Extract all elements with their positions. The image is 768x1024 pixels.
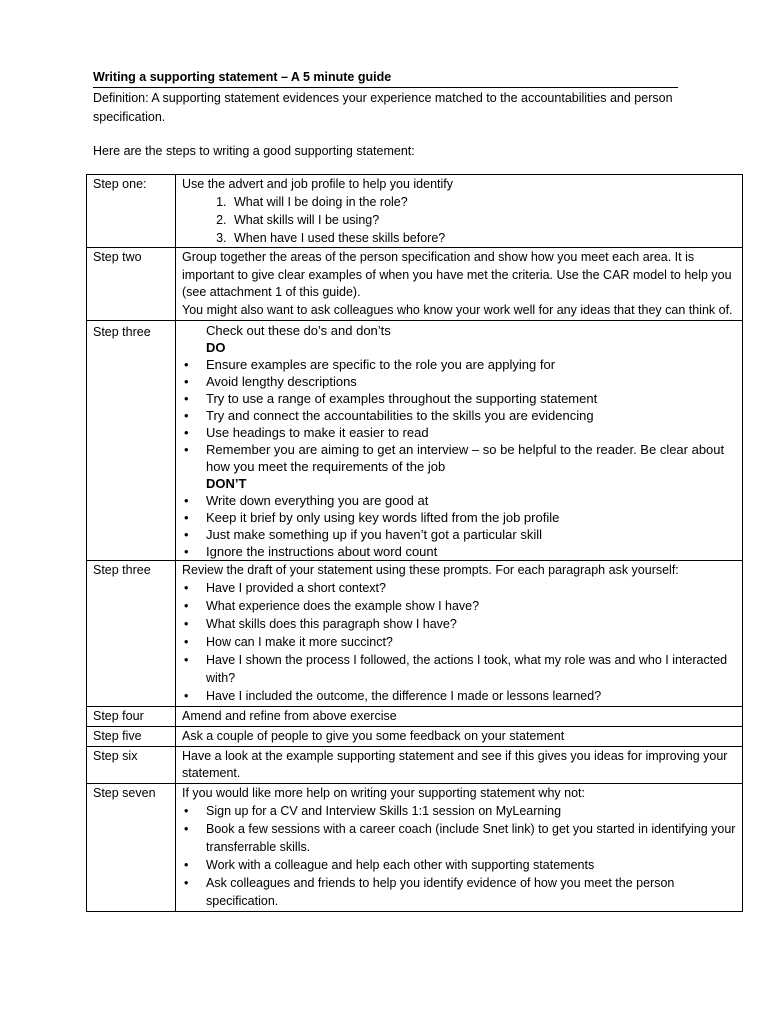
list-item: • Ensure examples are specific to the role you are applying for xyxy=(206,356,736,373)
do-heading: DO xyxy=(206,340,226,355)
list-item: 2. What skills will I be using? xyxy=(230,211,736,229)
step-content xyxy=(176,321,743,561)
list-item: • Ignore the instructions about word count xyxy=(206,543,736,560)
bullet-list xyxy=(182,802,736,910)
list-item: • What experience does the example show I have? xyxy=(206,597,736,615)
list-item: • Avoid lengthy descriptions xyxy=(206,373,736,390)
dont-heading: DON’T xyxy=(206,476,247,491)
list-item: • What skills does this paragraph show I have? xyxy=(206,615,736,633)
step-content: Amend and refine from above exercise xyxy=(176,707,743,727)
step-label: Step six xyxy=(87,747,176,784)
step-label: Step one: xyxy=(87,175,176,248)
list-item: • Work with a colleague and help each other with supporting statements xyxy=(206,856,736,874)
step-text: Review the draft of your statement using these prompts. For each paragraph ask yourself: xyxy=(182,563,679,577)
table-row xyxy=(87,561,743,707)
table-row xyxy=(87,784,743,912)
list-item: • Ask colleagues and friends to help you identify evidence of how you meet the person specification. xyxy=(206,874,736,910)
list-item: • Try to use a range of examples throughout the supporting statement xyxy=(206,390,736,407)
table-row xyxy=(87,248,743,321)
definition-text: Definition: A supporting statement evidences your experience matched to the accountabilities and person specification. xyxy=(93,91,673,124)
table-row xyxy=(87,747,743,784)
list-item: • Have I shown the process I followed, the actions I took, what my role was and who I interacted with? xyxy=(206,651,736,687)
list-item: • Use headings to make it easier to read xyxy=(206,424,736,441)
step-label: Step five xyxy=(87,727,176,747)
list-item: • How can I make it more succinct? xyxy=(206,633,736,651)
list-item: • Try and connect the accountabilities to the skills you are evidencing xyxy=(206,407,736,424)
steps-table xyxy=(86,174,743,912)
step-label: Step two xyxy=(87,248,176,321)
list-item: • Have I provided a short context? xyxy=(206,579,736,597)
step-label: Step four xyxy=(87,707,176,727)
step-content xyxy=(176,561,743,707)
step-label: Step seven xyxy=(87,784,176,912)
step-content xyxy=(176,784,743,912)
list-item: • Have I included the outcome, the difference I made or lessons learned? xyxy=(206,687,736,705)
intro-text: Here are the steps to writing a good supporting statement: xyxy=(93,144,415,158)
bullet-list xyxy=(182,579,736,705)
list-item: • Write down everything you are good at xyxy=(206,492,736,509)
dont-list xyxy=(182,492,736,560)
list-item: • Remember you are aiming to get an interview – so be helpful to the reader. Be clear about how you meet the requirements of the job xyxy=(206,441,736,475)
step-label: Step three xyxy=(87,561,176,707)
numbered-list xyxy=(182,193,736,247)
list-item: 1. What will I be doing in the role? xyxy=(230,193,736,211)
table-row xyxy=(87,707,743,727)
step-content xyxy=(176,175,743,248)
step-text: If you would like more help on writing your supporting statement why not: xyxy=(182,786,585,800)
step-label: Step three xyxy=(87,321,176,561)
list-item: • Keep it brief by only using key words lifted from the job profile xyxy=(206,509,736,526)
list-item: • Just make something up if you haven’t got a particular skill xyxy=(206,526,736,543)
step-content: Ask a couple of people to give you some feedback on your statement xyxy=(176,727,743,747)
table-row xyxy=(87,321,743,561)
step-text: Use the advert and job profile to help you identify xyxy=(182,177,454,191)
step-paragraph: Group together the areas of the person specification and show how you meet each area. It is important to give clear examples of when you have met the criteria. Use the CAR model to help you (see attachment 1 of this guide). xyxy=(182,250,732,299)
step-paragraph: You might also want to ask colleagues who know your work well for any ideas that they can think of. xyxy=(182,302,733,317)
document-title: Writing a supporting statement – A 5 minute guide xyxy=(93,69,678,88)
step-text: Check out these do’s and don’ts xyxy=(206,323,391,338)
list-item: • Sign up for a CV and Interview Skills 1:1 session on MyLearning xyxy=(206,802,736,820)
list-item: 3. When have I used these skills before? xyxy=(230,229,736,247)
list-item: • Book a few sessions with a career coach (include Snet link) to get you started in identifying your transferrable skills. xyxy=(206,820,736,856)
do-list xyxy=(182,356,736,475)
table-row xyxy=(87,175,743,248)
table-row xyxy=(87,727,743,747)
step-content xyxy=(176,248,743,321)
step-content: Have a look at the example supporting statement and see if this gives you ideas for improving your statement. xyxy=(176,747,743,784)
